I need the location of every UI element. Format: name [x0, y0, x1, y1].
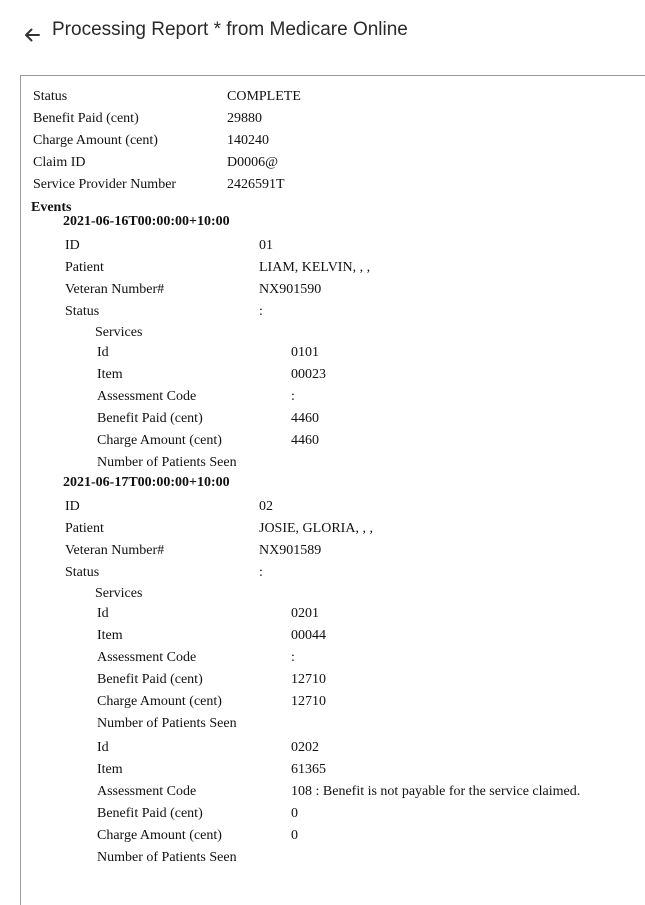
- service-field-label: Assessment Code: [97, 389, 197, 404]
- event-field-value: 02: [259, 499, 273, 514]
- event-field-label: Status: [65, 565, 100, 580]
- service-field-value: 0101: [291, 345, 319, 360]
- page-header: [0, 0, 645, 70]
- service-field-label: Id: [97, 740, 109, 755]
- summary-label: Charge Amount (cent): [33, 133, 158, 148]
- summary-value: D0006@: [227, 155, 279, 170]
- event-field-value: :: [259, 304, 263, 319]
- service-field-label: Charge Amount (cent): [97, 828, 222, 843]
- service-field-value: 12710: [291, 694, 326, 709]
- service-field-value: 0: [291, 828, 298, 843]
- event-field-value: NX901589: [259, 543, 322, 558]
- arrow-left-icon: [23, 26, 41, 44]
- event-field-label: ID: [65, 499, 80, 514]
- service-field-label: Assessment Code: [97, 784, 197, 799]
- event-field-label: ID: [65, 238, 80, 253]
- service-field-value: 00023: [291, 367, 326, 382]
- summary-value: COMPLETE: [227, 89, 301, 104]
- events-heading: Events: [31, 200, 72, 215]
- service-field-value: :: [291, 389, 295, 404]
- event-field-label: Veteran Number#: [65, 543, 165, 558]
- service-field-value: 0: [291, 806, 298, 821]
- service-field-label: Benefit Paid (cent): [97, 672, 203, 687]
- summary-value: 2426591T: [227, 177, 285, 192]
- service-field-label: Benefit Paid (cent): [97, 411, 203, 426]
- event-field-value: LIAM, KELVIN, , ,: [259, 260, 371, 275]
- service-field-value: 4460: [291, 411, 319, 426]
- back-button[interactable]: [22, 24, 42, 46]
- summary-label: Claim ID: [33, 155, 86, 170]
- event-date: 2021-06-17T00:00:00+10:00: [63, 475, 230, 490]
- service-field-value: 61365: [291, 762, 326, 777]
- event-date: 2021-06-16T00:00:00+10:00: [63, 214, 230, 229]
- service-field-label: Id: [97, 606, 109, 621]
- service-field-label: Item: [97, 367, 123, 382]
- service-field-label: Item: [97, 762, 123, 777]
- event-field-label: Patient: [65, 260, 104, 275]
- service-field-label: Charge Amount (cent): [97, 433, 222, 448]
- summary-value: 29880: [227, 111, 262, 126]
- event-field-label: Status: [65, 304, 100, 319]
- services-heading: Services: [95, 325, 143, 340]
- services-heading: Services: [95, 586, 143, 601]
- service-field-value: 4460: [291, 433, 319, 448]
- service-field-value: 00044: [291, 628, 326, 643]
- service-field-value: 108 : Benefit is not payable for the service claimed.: [291, 784, 581, 799]
- service-field-label: Number of Patients Seen: [97, 716, 237, 731]
- event-field-label: Patient: [65, 521, 104, 536]
- event-field-value: JOSIE, GLORIA, , ,: [259, 521, 373, 536]
- service-field-value: 0202: [291, 740, 319, 755]
- service-field-label: Charge Amount (cent): [97, 694, 222, 709]
- service-field-label: Number of Patients Seen: [97, 455, 237, 470]
- service-field-label: Item: [97, 628, 123, 643]
- event-field-value: 01: [259, 238, 273, 253]
- processing-report-panel: [20, 75, 645, 905]
- summary-label: Service Provider Number: [33, 177, 177, 192]
- service-field-value: :: [291, 650, 295, 665]
- service-field-label: Id: [97, 345, 109, 360]
- service-field-label: Benefit Paid (cent): [97, 806, 203, 821]
- summary-label: Benefit Paid (cent): [33, 111, 139, 126]
- service-field-label: Assessment Code: [97, 650, 197, 665]
- service-field-value: 12710: [291, 672, 326, 687]
- service-field-value: 0201: [291, 606, 319, 621]
- event-field-label: Veteran Number#: [65, 282, 165, 297]
- page-title: Processing Report * from Medicare Online: [52, 19, 408, 40]
- event-field-value: NX901590: [259, 282, 322, 297]
- event-field-value: :: [259, 565, 263, 580]
- summary-value: 140240: [227, 133, 269, 148]
- summary-label: Status: [33, 89, 68, 104]
- service-field-label: Number of Patients Seen: [97, 850, 237, 865]
